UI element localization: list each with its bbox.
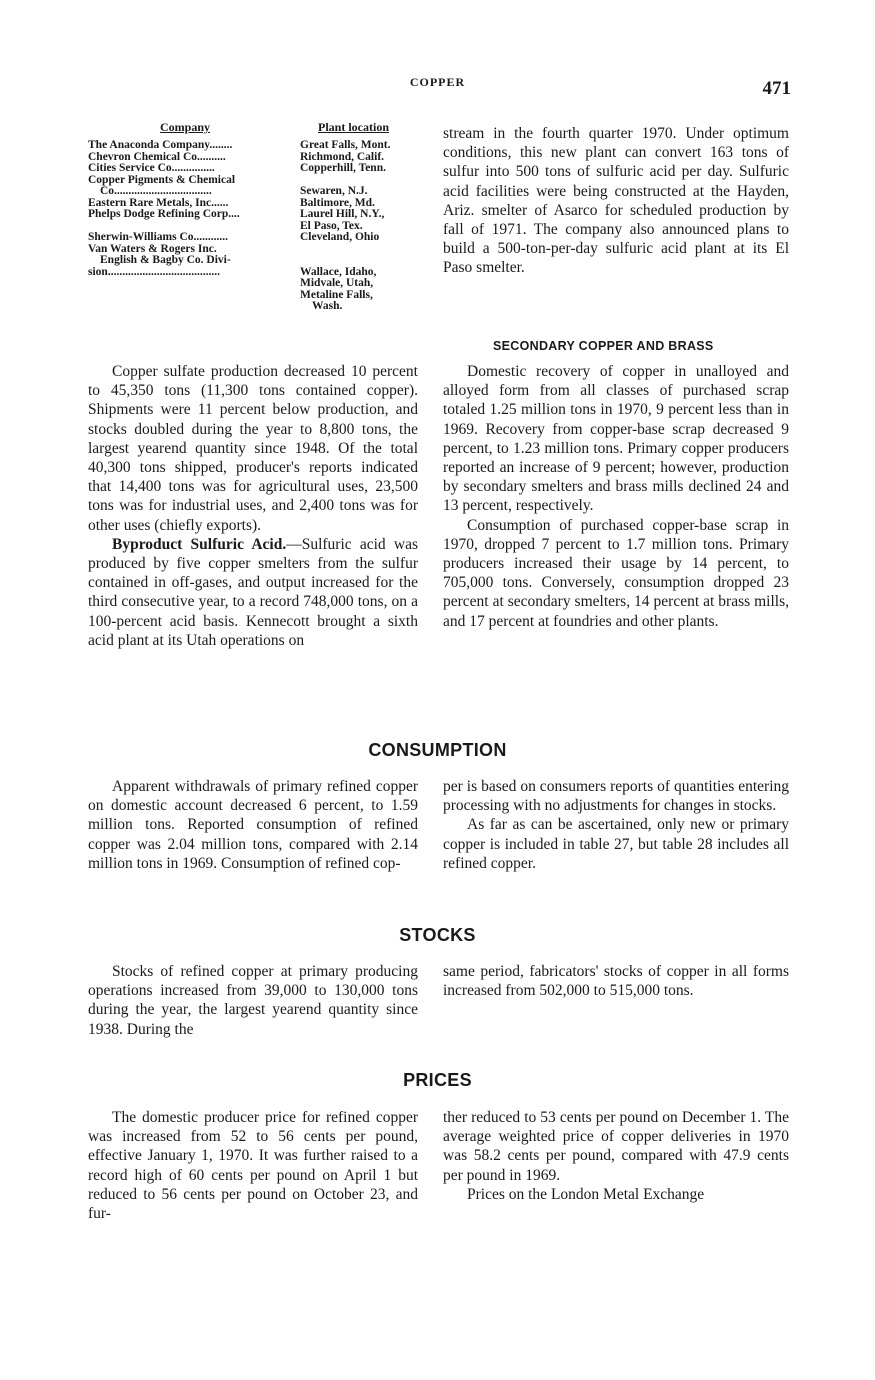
company-table — [88, 122, 428, 313]
heading-consumption: CONSUMPTION — [368, 740, 507, 760]
consumption-left — [88, 777, 418, 873]
plant-location — [300, 255, 428, 267]
company-name: Phelps Dodge Refining Corp.... — [88, 209, 240, 220]
plant-location: Sewaren, N.J. — [300, 185, 368, 197]
plant-location: El Paso, Tex. — [300, 219, 363, 232]
column-header-company: Company — [160, 120, 211, 134]
left-column-top — [88, 362, 418, 650]
plant-location: Richmond, Calif. — [300, 150, 385, 163]
company-table-row — [88, 278, 428, 290]
run-in-heading: Byproduct Sulfuric Acid. — [112, 535, 287, 553]
plant-location: Laurel Hill, N.Y., — [300, 208, 385, 220]
paragraph-sulfuric-acid — [88, 535, 418, 650]
plant-location — [300, 244, 428, 256]
stocks-right — [443, 962, 789, 1000]
company-table-row — [88, 244, 428, 256]
paragraph-consumption-right-2: As far as can be ascertained, only new or primary copper is included in table 27, but table 28 includes all refined copper. — [443, 816, 789, 872]
company-name: Eastern Rare Metals, Inc...... — [88, 197, 229, 209]
company-name: Copper Pigments & Chemical — [88, 174, 236, 186]
paragraph-domestic-recovery: Domestic recovery of copper in unalloyed and alloyed form from all classes of purchased scrap totaled 1.25 million tons in 1970, 9 percent less than in 1969. Recovery from copper-base scrap decreased 9 percent, to 1.23 million tons. Primary copper producers reported an increase of 9 percent; however, production by secondary smelters and brass mills declined 24 and 13 percent, respectively. — [443, 363, 789, 515]
right-column-secondary — [443, 362, 789, 631]
paragraph-acid-plant-continued: stream in the fourth quarter 1970. Under optimum conditions, this new plant can convert 163 tons of sulfur into 500 tons of sulfuric acid per day. Sulfuric acid facilities were being constructed at the Hayden, Ariz. smelter of Asarco for scheduled production by fall of 1971. The company also announced plans to build a 500-ton-per-day sulfuric acid plant at its El Paso smelter. — [443, 125, 789, 277]
right-column-top — [443, 124, 789, 278]
company-table-row — [88, 290, 428, 302]
company-table-row — [88, 140, 428, 152]
paragraph-sulfuric-acid-text: —Sulfuric acid was produced by five copper smelters from the sulfur contained in off-gases, and output increased for the third consecutive year, to a record 748,000 tons, on a 100-percent acid basis. Kennecott brought a sixth acid plant at its Utah operations on — [88, 535, 418, 649]
plant-location: Copperhill, Tenn. — [300, 162, 386, 174]
paragraph-copper-sulfate: Copper sulfate production decreased 10 percent to 45,350 tons (11,300 tons contained copper). Shipments were 11 percent below production, and stocks doubled during the year to 8,800 tons, the largest yearend quantity since 1948. Of the total 40,300 tons shipped, producer's reports indicated that 14,400 tons was for agricultural uses, 23,500 tons was for industrial uses, and 2,400 tons was for other uses (chiefly exports). — [88, 363, 418, 534]
company-name — [88, 278, 300, 290]
company-table-row — [88, 301, 428, 313]
company-name — [88, 290, 300, 302]
company-name — [88, 301, 300, 313]
company-table-row — [88, 209, 428, 221]
company-name: sion....................................... — [88, 266, 220, 278]
plant-location: Midvale, Utah, — [300, 277, 374, 289]
company-table-row — [88, 267, 428, 279]
paragraph-consumption-left: Apparent withdrawals of primary refined copper on domestic account decreased 6 percent, to 1.59 million tons. Reported consumption of refined copper was 2.04 million tons, compared with 2.14 million tons in 1969. Consumption of refined cop- — [88, 778, 418, 872]
plant-location: Metaline Falls, — [300, 288, 373, 301]
company-name: Co.................................. — [100, 186, 212, 197]
paragraph-stocks-left: Stocks of refined copper at primary producing operations increased from 39,000 to 130,000 tons during the year, the largest yearend quantity since 1938. During the — [88, 963, 418, 1038]
company-table-header — [88, 122, 428, 140]
paragraph-prices-left: The domestic producer price for refined copper was increased from 52 to 56 cents per pound, effective January 1, 1970. It was further raised to a record high of 60 cents per pound on April 1 but reduced to 56 cents per pound on October 23, and fur- — [88, 1109, 418, 1223]
paragraph-prices-right-2: Prices on the London Metal Exchange — [467, 1185, 705, 1203]
plant-location: Great Falls, Mont. — [300, 139, 391, 151]
heading-stocks: STOCKS — [399, 925, 476, 945]
company-table-rows — [88, 140, 428, 313]
company-name: Chevron Chemical Co.......... — [88, 151, 226, 163]
plant-location: Cleveland, Ohio — [300, 231, 380, 243]
company-name: The Anaconda Company........ — [88, 140, 233, 151]
company-table-row — [88, 232, 428, 244]
stocks-left — [88, 962, 418, 1039]
paragraph-stocks-right: same period, fabricators' stocks of copper in all forms increased from 502,000 to 515,000 tons. — [443, 963, 789, 1000]
running-title: COPPER — [409, 75, 466, 89]
plant-location: Wallace, Idaho, — [300, 265, 377, 278]
company-table-row — [88, 255, 428, 267]
company-name: Sherwin-Williams Co............ — [88, 232, 229, 243]
company-name — [88, 221, 300, 233]
company-table-row — [88, 186, 428, 198]
plant-location: Baltimore, Md. — [300, 196, 375, 209]
heading-prices: PRICES — [403, 1070, 472, 1090]
company-name: Cities Service Co............... — [88, 163, 215, 174]
paragraph-prices-right-1: ther reduced to 53 cents per pound on December 1. The average weighted price of copper deliveries in 1970 was 58.2 cents per pound, compared with 47.9 cents per pound in 1969. — [443, 1109, 789, 1184]
company-name: English & Bagby Co. Divi- — [100, 255, 231, 266]
prices-left — [88, 1108, 418, 1223]
page-number: 471 — [762, 78, 791, 99]
company-name: Van Waters & Rogers Inc. — [88, 243, 217, 255]
company-table-row — [88, 175, 428, 187]
paragraph-scrap-consumption: Consumption of purchased copper-base scrap in 1970, dropped 7 percent to 1.7 million tons. Primary producers increased their usage by 14 percent, to 705,000 tons. Conversely, consumption dropped 23 percent at secondary smelters, 14 percent at brass mills, and 17 percent at foundries and other plants. — [443, 516, 789, 630]
paragraph-consumption-right-1: per is based on consumers reports of quantities entering processing with no adjustments for changes in stocks. — [443, 778, 789, 815]
column-header-plant-location: Plant location — [318, 120, 389, 134]
plant-location: Wash. — [312, 300, 343, 312]
prices-right — [443, 1108, 789, 1204]
consumption-right — [443, 777, 789, 873]
heading-secondary-copper: SECONDARY COPPER AND BRASS — [493, 339, 714, 353]
company-table-row — [88, 163, 428, 175]
